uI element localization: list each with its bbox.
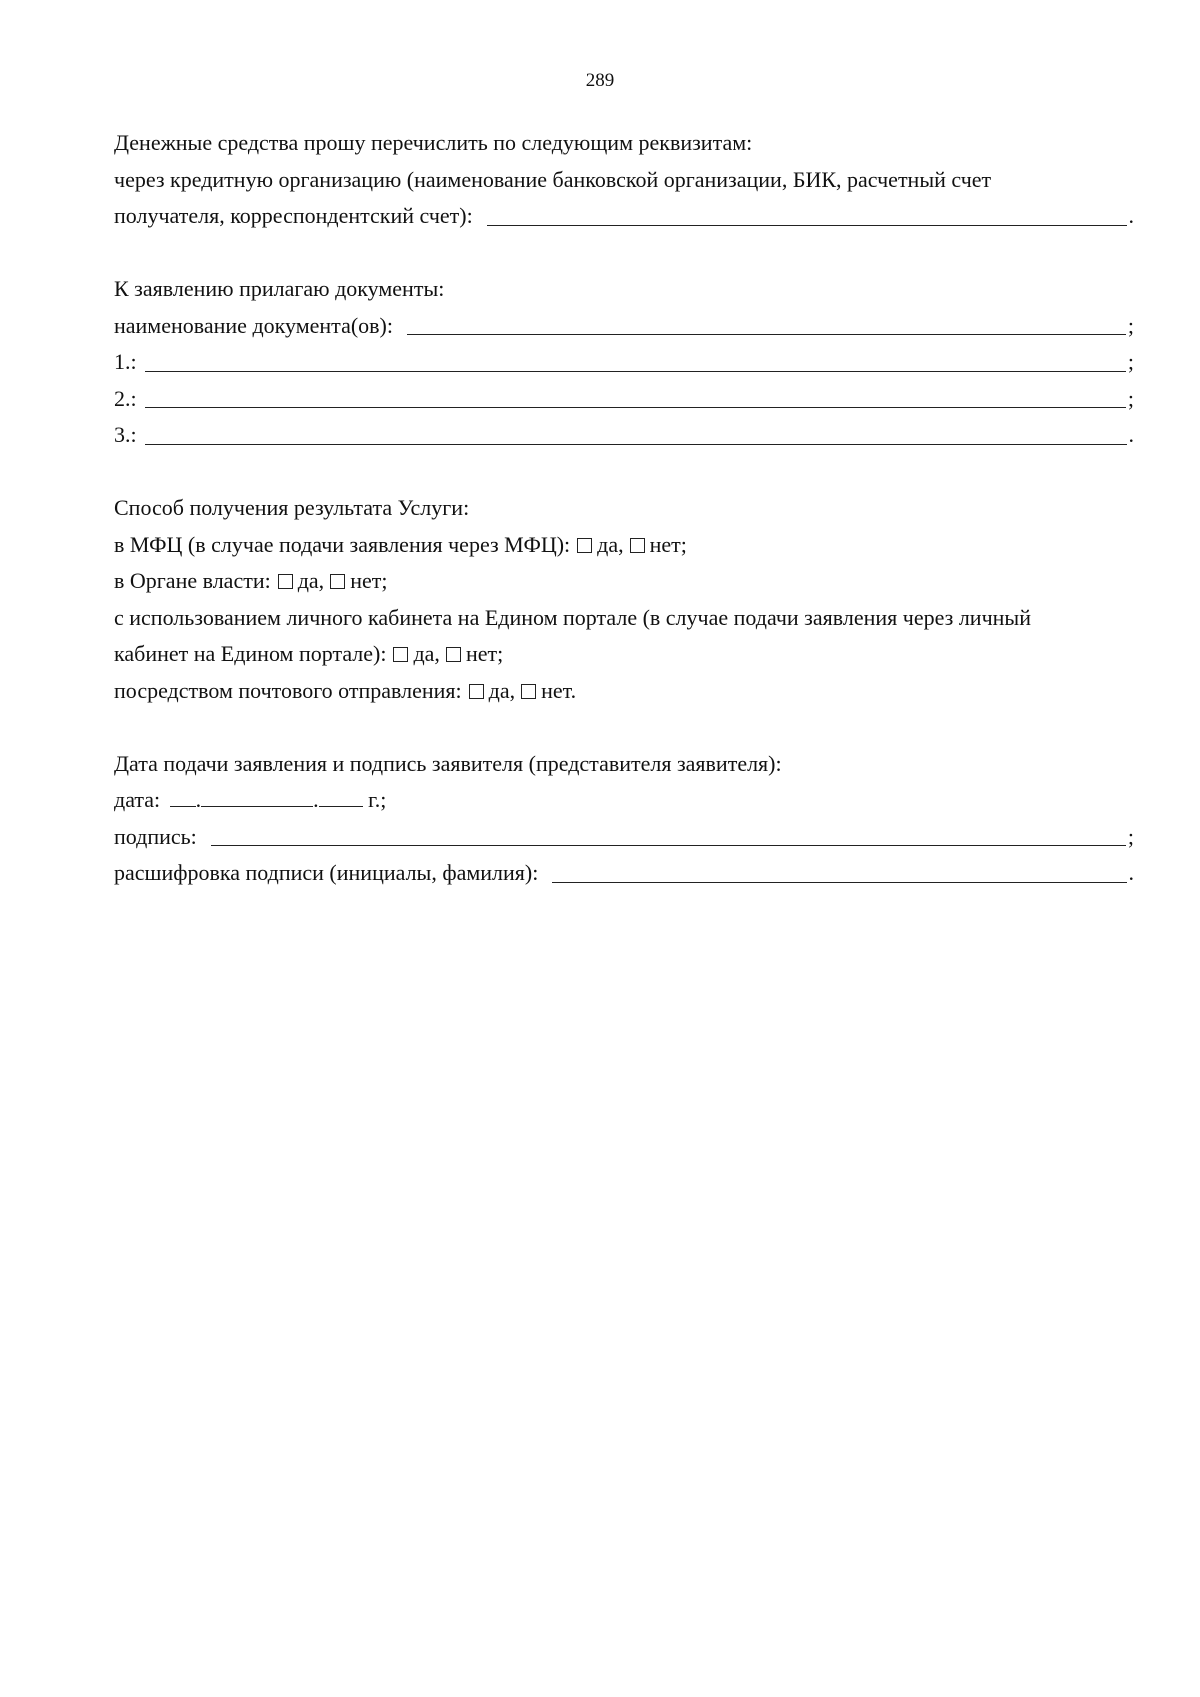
post-yes-checkbox[interactable] bbox=[469, 684, 484, 699]
receipt-portal-text: с использованием личного кабинета на Едином портале (в случае подачи заявления через личный bbox=[114, 604, 1031, 630]
bank-heading-line bbox=[114, 125, 1134, 162]
sign-heading: Дата подачи заявления и подпись заявителя (представителя заявителя): bbox=[114, 750, 782, 776]
organ-no-checkbox[interactable] bbox=[330, 574, 345, 589]
bank-heading: Денежные средства прошу перечислить по следующим реквизитам: bbox=[114, 130, 753, 155]
date-label: дата: bbox=[114, 787, 161, 812]
receipt-organ-label: в Органе власти: bbox=[114, 568, 271, 593]
date-suffix: г.; bbox=[368, 787, 387, 812]
signature-field[interactable] bbox=[211, 823, 1126, 846]
form-content bbox=[114, 125, 1134, 892]
docs-item-field[interactable] bbox=[145, 349, 1126, 372]
signature-end: ; bbox=[1127, 823, 1134, 849]
docs-name-end: ; bbox=[1127, 312, 1134, 338]
date-month-field[interactable] bbox=[201, 788, 313, 807]
receipt-heading-line bbox=[114, 490, 1134, 527]
receipt-post-line bbox=[114, 673, 1134, 710]
date-separator: . bbox=[313, 787, 319, 812]
docs-item-field[interactable] bbox=[145, 422, 1127, 445]
docs-name-line bbox=[114, 308, 1134, 345]
date-separator: . bbox=[195, 787, 202, 812]
sign-date-line bbox=[114, 782, 1134, 819]
date-day-field[interactable] bbox=[170, 788, 196, 807]
bank-details-field[interactable] bbox=[487, 203, 1127, 226]
section-gap bbox=[114, 235, 1134, 272]
docs-item-label: 3.: bbox=[114, 422, 137, 447]
bank-line-1 bbox=[114, 162, 1134, 199]
decode-label: расшифровка подписи (инициалы, фамилия): bbox=[114, 860, 539, 885]
organ-yes-checkbox[interactable] bbox=[278, 574, 293, 589]
docs-item-end: ; bbox=[1127, 385, 1134, 411]
portal-yes-checkbox[interactable] bbox=[393, 647, 408, 662]
portal-no-checkbox[interactable] bbox=[446, 647, 461, 662]
docs-item-field[interactable] bbox=[145, 385, 1126, 408]
receipt-portal-line-2 bbox=[114, 636, 1134, 673]
bank-description: через кредитную организацию (наименование банковской организации, БИК, расчетный счет bbox=[114, 166, 992, 192]
mfc-no-checkbox[interactable] bbox=[630, 538, 645, 553]
receipt-organ-line bbox=[114, 563, 1134, 600]
docs-item-2 bbox=[114, 381, 1134, 418]
mfc-yes-checkbox[interactable] bbox=[577, 538, 592, 553]
bank-details-end: . bbox=[1128, 203, 1134, 228]
bank-line-2 bbox=[114, 198, 1134, 235]
docs-heading-line bbox=[114, 271, 1134, 308]
page-number: 289 bbox=[585, 70, 615, 91]
signature-label: подпись: bbox=[114, 823, 197, 849]
sign-decode-line bbox=[114, 855, 1134, 892]
portal-yes-label: да, bbox=[413, 641, 440, 666]
docs-item-end: ; bbox=[1127, 349, 1134, 374]
receipt-mfc-label: в МФЦ (в случае подачи заявления через МФЦ): bbox=[114, 531, 571, 557]
organ-no-label: нет; bbox=[350, 568, 388, 593]
bank-recipient-label: получателя, корреспондентский счет): bbox=[114, 203, 473, 228]
docs-item-label: 1.: bbox=[114, 349, 137, 374]
post-yes-label: да, bbox=[488, 677, 516, 703]
receipt-portal-line-1 bbox=[114, 600, 1134, 637]
docs-item-3 bbox=[114, 417, 1134, 454]
post-no-label: нет. bbox=[541, 677, 577, 703]
docs-item-label: 2.: bbox=[114, 385, 137, 411]
docs-name-field[interactable] bbox=[407, 312, 1126, 335]
receipt-portal-label: кабинет на Едином портале): bbox=[114, 641, 387, 666]
mfc-yes-label: да, bbox=[597, 531, 624, 557]
portal-no-label: нет; bbox=[465, 641, 504, 666]
section-gap bbox=[114, 709, 1134, 746]
sign-heading-line bbox=[114, 746, 1134, 783]
docs-heading: К заявлению прилагаю документы: bbox=[114, 276, 445, 301]
organ-yes-label: да, bbox=[297, 568, 325, 593]
docs-item-end: . bbox=[1128, 422, 1134, 447]
post-no-checkbox[interactable] bbox=[521, 684, 536, 699]
decode-field[interactable] bbox=[552, 860, 1126, 883]
receipt-mfc-line bbox=[114, 527, 1134, 564]
docs-item-1 bbox=[114, 344, 1134, 381]
section-gap bbox=[114, 454, 1134, 491]
date-year-field[interactable] bbox=[319, 788, 363, 807]
decode-end: . bbox=[1128, 860, 1134, 885]
mfc-no-label: нет; bbox=[649, 531, 687, 557]
docs-name-label: наименование документа(ов): bbox=[114, 312, 393, 338]
receipt-post-label: посредством почтового отправления: bbox=[114, 677, 462, 703]
receipt-heading: Способ получения результата Услуги: bbox=[114, 495, 470, 520]
sign-signature-line bbox=[114, 819, 1134, 856]
